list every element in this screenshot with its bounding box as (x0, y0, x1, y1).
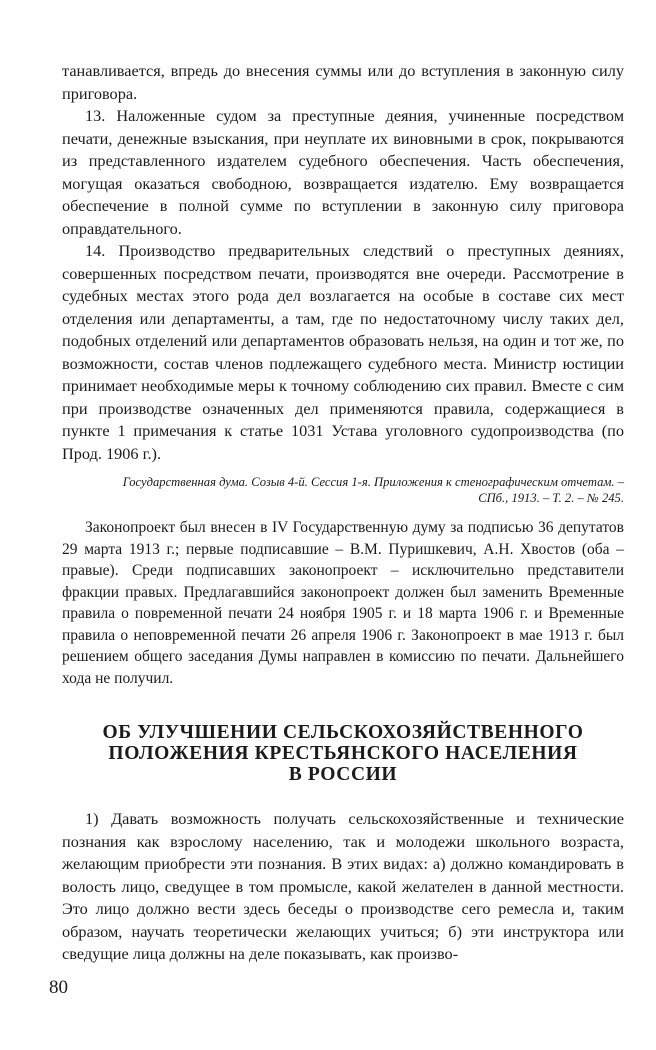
section-title-line-3: В РОССИИ (288, 764, 398, 785)
upper-text-block (62, 60, 624, 689)
editorial-commentary: Законопроект был внесен в IV Государственную думу за подписью 36 депутатов 29 марта 1913 г.; первые подписавшие – В.М. Пуришкевич, А.Н. Хвостов (оба – правые). Среди подписавших законопроект – исключительно представители фракции правых. Предлагавшийся законопроект должен был заменить Временные правила о повременной печати 24 ноября 1905 г. и 18 марта 1906 г. и Временные правила о неповременной печати 26 апреля 1906 г. Законопроект в мае 1913 г. был решением общего заседания Думы направлен в комиссию по печати. Дальнейшего хода не получил. (62, 519, 624, 687)
source-citation: Государственная дума. Созыв 4-й. Сессия 1-я. Приложения к стенографическим отчетам. – СПб., 1913. – Т. 2. – № 245. (122, 475, 624, 505)
lower-text-block (62, 808, 624, 966)
section-title-line-2: ПОЛОЖЕНИЯ КРЕСТЬЯНСКОГО НАСЕЛЕНИЯ (108, 743, 578, 764)
paragraph-continuation: танавливается, впредь до внесения суммы или до вступления в законную силу приговора. (62, 61, 624, 103)
section-title (62, 722, 624, 785)
section-title-line-1: ОБ УЛУЧШЕНИИ СЕЛЬСКОХОЗЯЙСТВЕННОГО (102, 722, 584, 743)
paragraph-point-1: 1) Давать возможность получать сельскохозяйственные и технические познания как взрослому населению, так и молодежи школьного возраста, желающим приобрести эти познания. В этих видах: а) должно командировать в волость лицо, сведущее в том промысле, какой желателен в данной местности. Это лицо должно вести здесь беседы о производстве сего ремесла и, таким образом, научать теоретически желающих учиться; б) эти инструктора или сведущие лица должны на деле показывать, как произво- (62, 809, 624, 963)
paragraph-article-13: 13. Наложенные судом за преступные деяния, учиненные посредством печати, денежные взыскания, при неуплате их виновными в срок, покрываются из представленного издателем судебного обеспечения. Часть обеспечения, могущая оказаться свободною, возвращается издателю. Ему возвращается обеспечение в полной сумме по вступлении в законную силу приговора оправдательного. (62, 106, 624, 238)
paragraph-article-14: 14. Производство предварительных следствий о преступных деяниях, совершенных посредством печати, производятся вне очереди. Рассмотрение в судебных местах этого рода дел возлагается на особые в составе сих мест отделения или департаменты, а там, где по недостаточному числу таких дел, подобных отделений или департаментов образовать нельзя, на один и тот же, по возможности, состав членов подлежащего судебного места. Министр юстиции принимает необходимые меры к точному соблюдению сих правил. Вместе с сим при производстве означенных дел применяются правила, содержащиеся в пункте 1 примечания к статье 1031 Устава уголовного судопроизводства (по Прод. 1906 г.). (62, 241, 624, 463)
page-number: 80 (49, 977, 68, 998)
